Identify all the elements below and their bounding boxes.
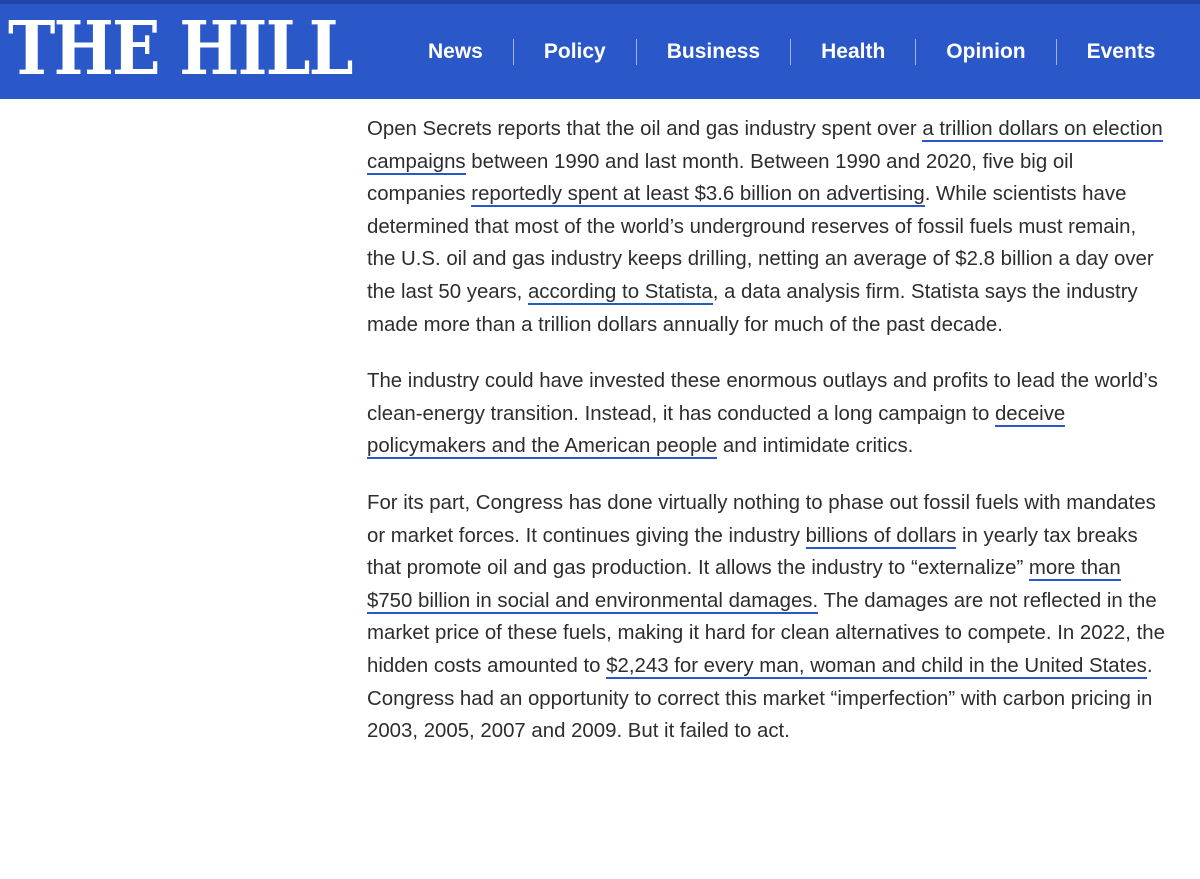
article-paragraph — [367, 487, 1167, 748]
paragraph-text: The industry could have invested these enormous outlays and profits to lead the world’s clean-energy transition. Instead, it has conducted a long campaign to — [367, 370, 1158, 425]
link-billions-of-dollars[interactable]: billions of dollars — [805, 524, 957, 547]
nav-item-opinion[interactable]: Opinion — [946, 39, 1026, 63]
paragraph-text: and intimidate critics. — [717, 435, 914, 458]
paragraph-text: , a data analysis firm. Statista says the industry made more than a trillion dollars annually for much of the past decade. — [367, 280, 1138, 336]
paragraph-text: . While scientists have determined that most of the world’s underground reserves of fossil fuels must remain, the U.S. oil and gas industry keeps drilling, netting an average of $2.8 billion a day over the last 50 years, — [367, 183, 1154, 303]
article-body — [367, 113, 1167, 772]
nav-item-business[interactable]: Business — [666, 39, 761, 63]
nav-item-news[interactable]: News — [428, 39, 483, 63]
link-trillion-election-campaigns[interactable]: a trillion dollars on election campaigns — [367, 118, 1163, 173]
nav-item-policy[interactable]: Policy — [543, 39, 606, 63]
link-statista[interactable]: according to Statista — [527, 280, 713, 303]
paragraph-text: . Congress had an opportunity to correct this market “imperfection” with carbon pricing in 2003, 2005, 2007 and 2009. But it failed to act. — [367, 654, 1153, 743]
link-advertising-spend[interactable]: reportedly spent at least $3.6 billion on advertising — [471, 183, 925, 206]
main-nav — [398, 4, 1182, 99]
paragraph-text: in yearly tax breaks that promote oil and gas production. It allows the industry to “externalize” — [367, 524, 1138, 580]
paragraph-text: Open Secrets reports that the oil and gas industry spent over — [367, 118, 923, 140]
article-paragraph — [367, 113, 1167, 341]
link-deceive-policymakers[interactable]: deceive policymakers and the American people — [367, 402, 1066, 458]
site-header — [0, 0, 1200, 99]
nav-item-events[interactable]: Events — [1086, 39, 1156, 63]
article-paragraph — [367, 365, 1167, 463]
paragraph-text: For its part, Congress has done virtually nothing to phase out fossil fuels with mandates or market forces. It continues giving the industry — [367, 491, 1156, 547]
site-logo[interactable]: THE HILL — [8, 6, 352, 92]
link-750-billion-damages[interactable]: more than $750 billion in social and environmental damages. — [367, 557, 1121, 612]
nav-item-health[interactable]: Health — [821, 39, 886, 63]
link-2243-per-person[interactable]: $2,243 for every man, woman and child in the United States — [606, 654, 1147, 677]
paragraph-text: between 1990 and last month. Between 1990 and 2020, five big oil companies — [367, 150, 1074, 206]
paragraph-text: The damages are not reflected in the market price of these fuels, making it hard for clean alternatives to compete. In 2022, the hidden costs amounted to — [367, 589, 1165, 677]
